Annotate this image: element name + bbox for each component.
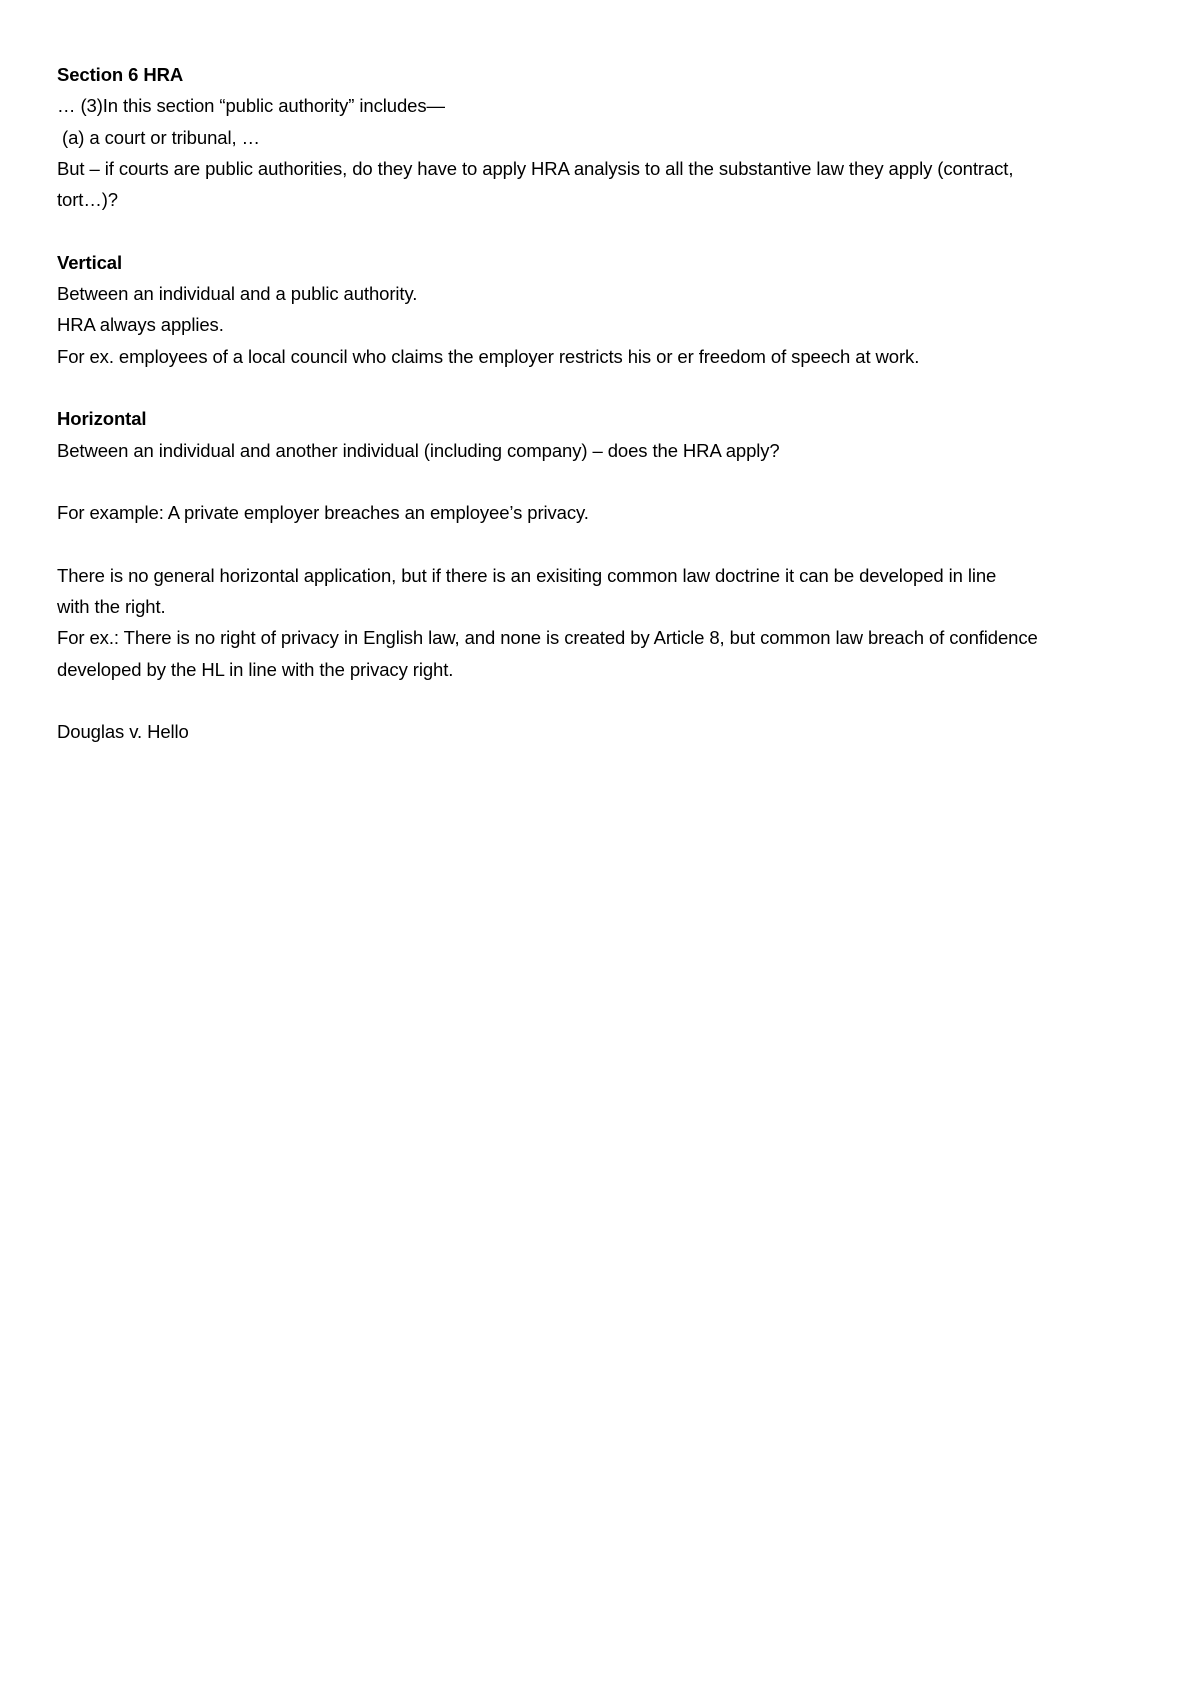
vertical-definition: Between an individual and a public authority. bbox=[57, 283, 418, 305]
privacy-example-line-1: For ex.: There is no right of privacy in English law, and none is created by Article 8, but common law breach of confidence bbox=[57, 627, 1038, 649]
paragraph-spacer bbox=[57, 215, 1157, 246]
paragraph-spacer bbox=[57, 466, 1157, 497]
paragraph-spacer bbox=[57, 528, 1157, 559]
horizontal-application-line-2: with the right. bbox=[57, 596, 166, 618]
document-body bbox=[57, 59, 1157, 748]
question-line-2: tort…)? bbox=[57, 189, 118, 211]
horizontal-application-line-1: There is no general horizontal application, but if there is an exisiting common law doctrine it can be developed in line bbox=[57, 564, 997, 586]
horizontal-example: For example: A private employer breaches an employee’s privacy. bbox=[57, 502, 589, 524]
statute-subsection-line: (a) a court or tribunal, … bbox=[57, 126, 260, 148]
vertical-example: For ex. employees of a local council who claims the employer restricts his or er freedom of speech at work. bbox=[57, 345, 920, 367]
privacy-example-line-2: developed by the HL in line with the privacy right. bbox=[57, 658, 454, 680]
section-6-hra-heading: Section 6 HRA bbox=[57, 64, 184, 85]
horizontal-heading: Horizontal bbox=[57, 408, 147, 430]
case-citation: Douglas v. Hello bbox=[57, 721, 189, 743]
question-line-1: But – if courts are public authorities, do they have to apply HRA analysis to all the substantive law they apply (contract, bbox=[57, 157, 1014, 179]
vertical-heading: Vertical bbox=[57, 251, 123, 273]
horizontal-definition: Between an individual and another individual (including company) – does the HRA apply? bbox=[57, 439, 780, 461]
statute-quote-line: … (3)In this section “public authority” includes— bbox=[57, 95, 445, 117]
paragraph-spacer bbox=[57, 372, 1157, 403]
vertical-hra-applies: HRA always applies. bbox=[57, 314, 224, 336]
paragraph-spacer bbox=[57, 685, 1157, 716]
